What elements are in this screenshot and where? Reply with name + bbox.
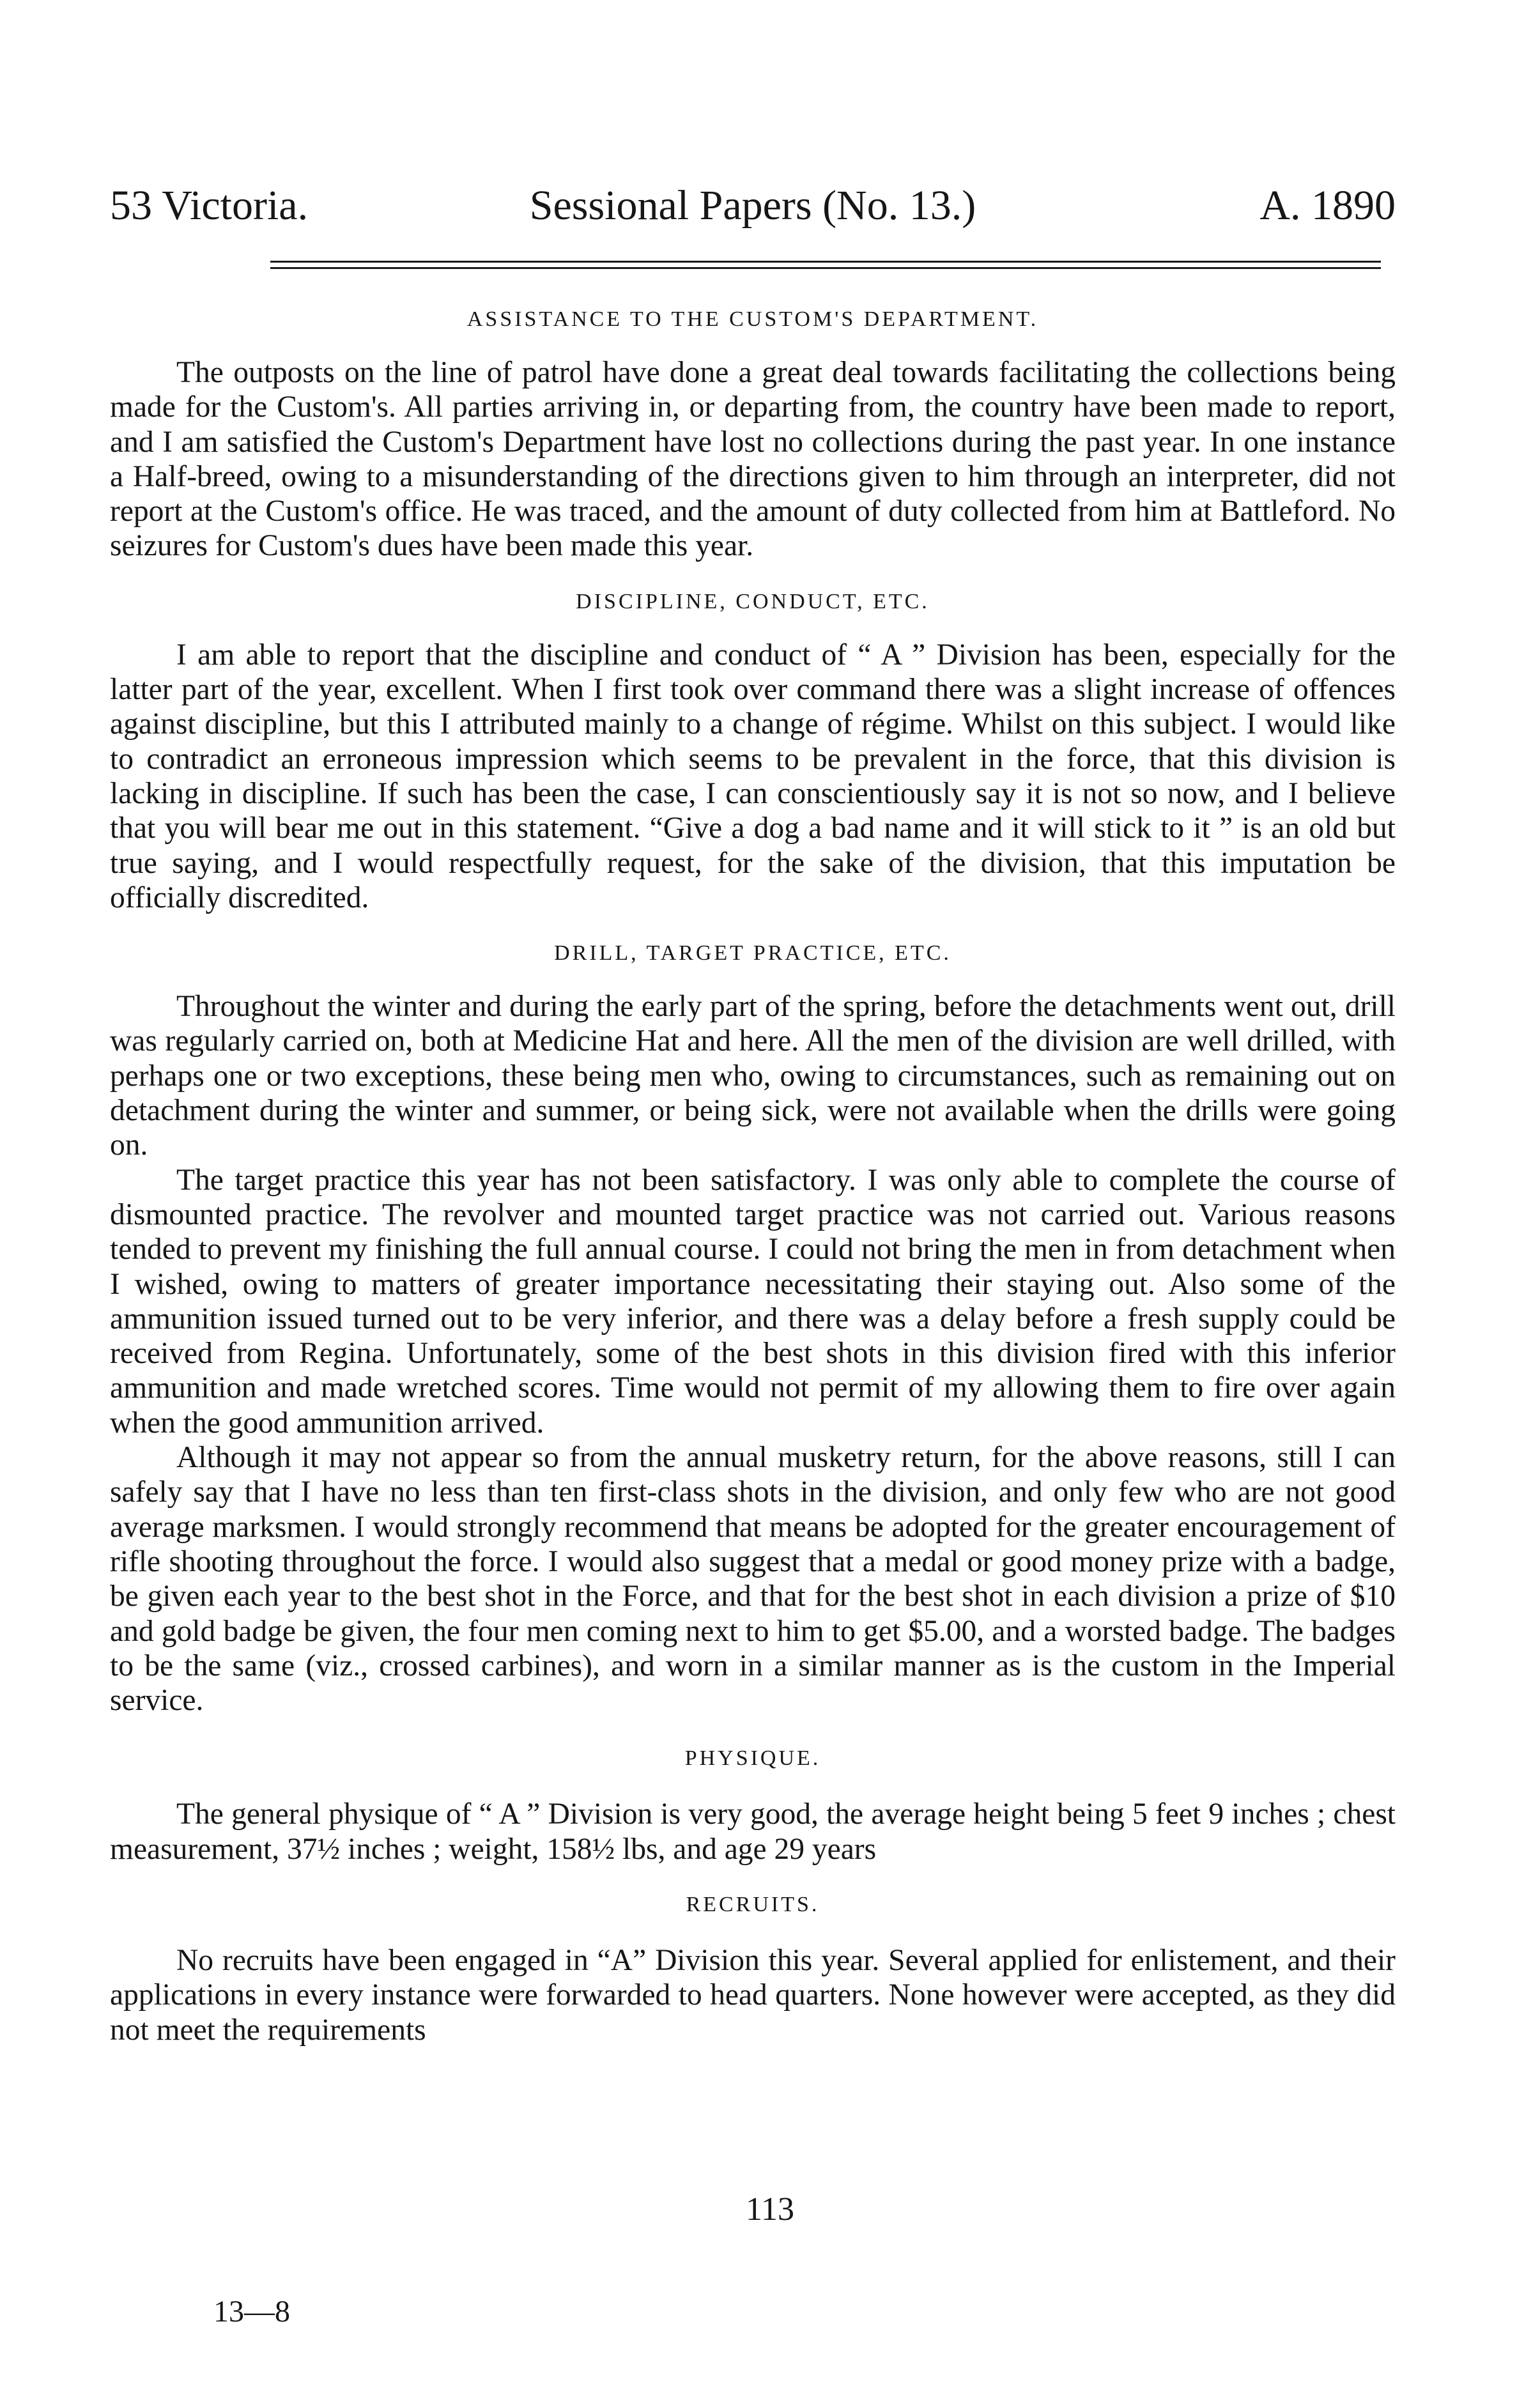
- header-year: A. 1890: [1259, 182, 1396, 229]
- paragraph-customs: The outposts on the line of patrol have done a great deal towards facilitating the collections being made for the Custom's. All parties arriving in, or departing from, the country have been made to report, and I am satisfied the Custom's Department have lost no collections during the past year. In one instance a Half-breed, owing to a misunderstanding of the directions given to him through an interpreter, did not report at the Custom's office. He was traced, and the amount of duty collected from him at Battleford. No seizures for Custom's dues have been made this year.: [110, 356, 1396, 563]
- header-rule-bottom: [270, 267, 1381, 269]
- paragraph-discipline: I am able to report that the discipline and conduct of “ A ” Division has been, especially for the latter part of the year, excellent. When I first took over command there was a slight increase of offences against discipline, but this I attributed mainly to a change of régime. Whilst on this subject. I would like to contradict an erroneous impression which seems to be prevalent in the force, that this division is lacking in discipline. If such has been the case, I can conscientiously say it is not so now, and I believe that you will bear me out in this statement. “Give a dog a bad name and it will stick to it ” is an old but true saying, and I would respectfully request, for the sake of the division, that this imputation be officially discredited.: [110, 638, 1396, 914]
- header-title: Sessional Papers (No. 13.): [529, 182, 976, 229]
- header-rule-top: [270, 261, 1381, 263]
- paragraph-drill-2: The target practice this year has not been satisfactory. I was only able to complete the course of dismounted practice. The revolver and mounted target practice was not carried out. Various reasons tended to prevent my finishing the full annual course. I could not bring the men in from detachment when I wished, owing to matters of greater importance necessitating their staying out. Also some of the ammunition issued turned out to be very inferior, and there was a delay before a fresh supply could be received from Regina. Unfortunately, some of the best shots in this division fired with this inferior ammunition and made wretched scores. Time would not permit of my allowing them to fire over again when the good ammunition arrived.: [110, 1163, 1396, 1440]
- paragraph-drill-3: Although it may not appear so from the annual musketry return, for the above reasons, still I can safely say that I have no less than ten first-class shots in the division, and only few who are not good average marksmen. I would strongly recommend that means be adopted for the greater encouragement of rifle shooting throughout the force. I would also suggest that a medal or good money prize with a badge, be given each year to the best shot in the Force, and that for the best shot in each division a prize of $10 and gold badge be given, the four men coming next to him to get $5.00, and a worsted badge. The badges to be the same (viz., crossed carbines), and worn in a similar manner as is the custom in the Imperial service.: [110, 1441, 1396, 1718]
- paragraph-drill-1: Throughout the winter and during the early part of the spring, before the detachments went out, drill was regularly carried on, both at Medicine Hat and here. All the men of the division are well drilled, with perhaps one or two exceptions, these being men who, owing to circumstances, such as remaining out on detachment during the winter and summer, or being sick, were not available when the drills were going on.: [110, 990, 1396, 1162]
- running-header: [110, 180, 1396, 231]
- page-number: 113: [745, 2191, 795, 2228]
- section-heading-drill: DRILL, TARGET PRACTICE, ETC.: [554, 941, 951, 966]
- section-heading-physique: PHYSIQUE.: [684, 1746, 821, 1771]
- sheet-signature: 13—8: [213, 2295, 290, 2328]
- section-heading-discipline: DISCIPLINE, CONDUCT, ETC.: [576, 589, 930, 613]
- paragraph-recruits: No recruits have been engaged in “A” Division this year. Several applied for enlistement, and their applications in every instance were forwarded to head quarters. None however were accepted, as they did not meet the requirements: [110, 1943, 1396, 2047]
- section-heading-recruits: RECRUITS.: [686, 1892, 820, 1916]
- section-heading-customs: ASSISTANCE TO THE CUSTOM'S DEPARTMENT.: [466, 307, 1039, 331]
- body-text: [110, 307, 1396, 2047]
- header-session: 53 Victoria.: [110, 182, 309, 229]
- paragraph-physique: The general physique of “ A ” Division is very good, the average height being 5 feet 9 inches ; chest measurement, 37½ inches ; weight, 158½ lbs, and age 29 years: [110, 1797, 1396, 1866]
